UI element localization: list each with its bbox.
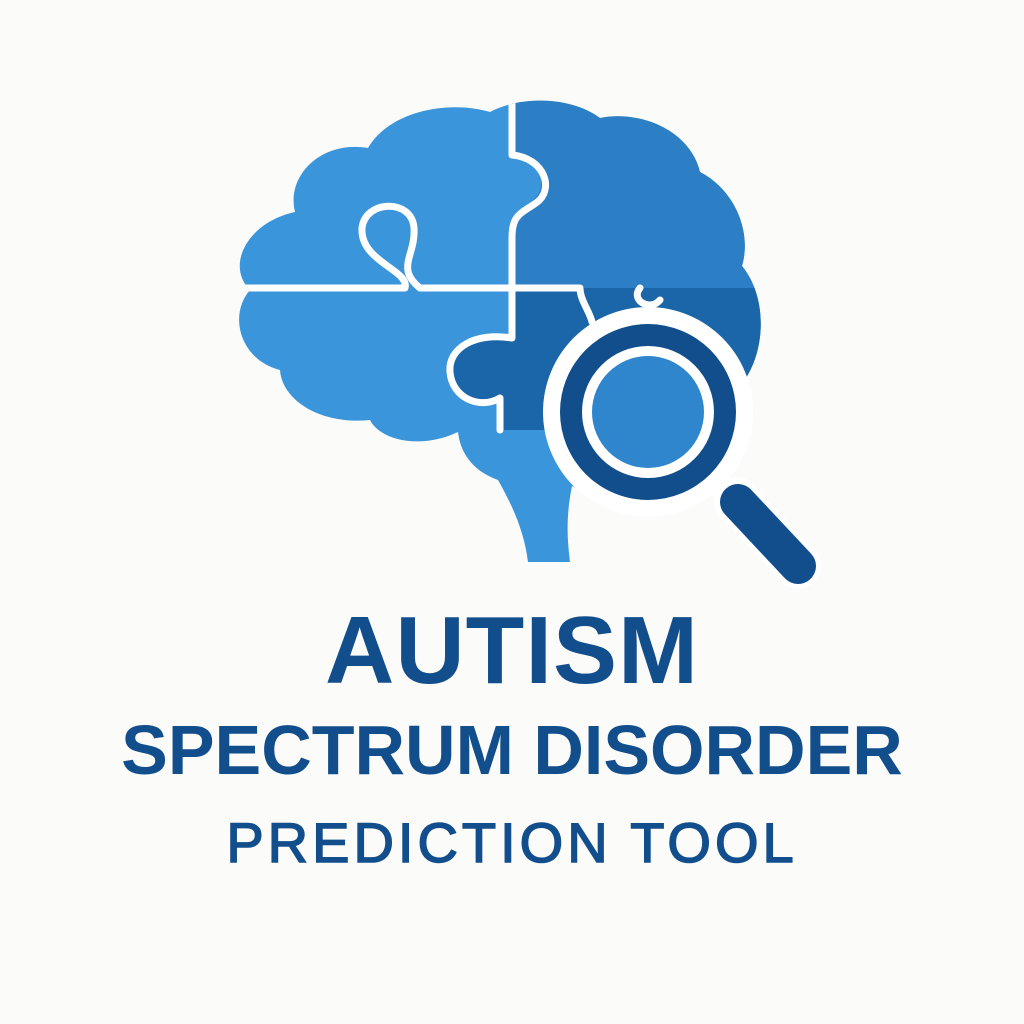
title-main: AUTISM xyxy=(325,597,699,704)
title-subtitle: SPECTRUM DISORDER xyxy=(121,711,903,789)
magnifying-glass-icon xyxy=(543,307,798,566)
magnifier-lens xyxy=(592,356,704,468)
puzzle-piece-upper-right xyxy=(512,90,780,288)
magnifier-handle xyxy=(738,502,798,566)
title-tagline: PREDICTION TOOL xyxy=(226,811,798,874)
